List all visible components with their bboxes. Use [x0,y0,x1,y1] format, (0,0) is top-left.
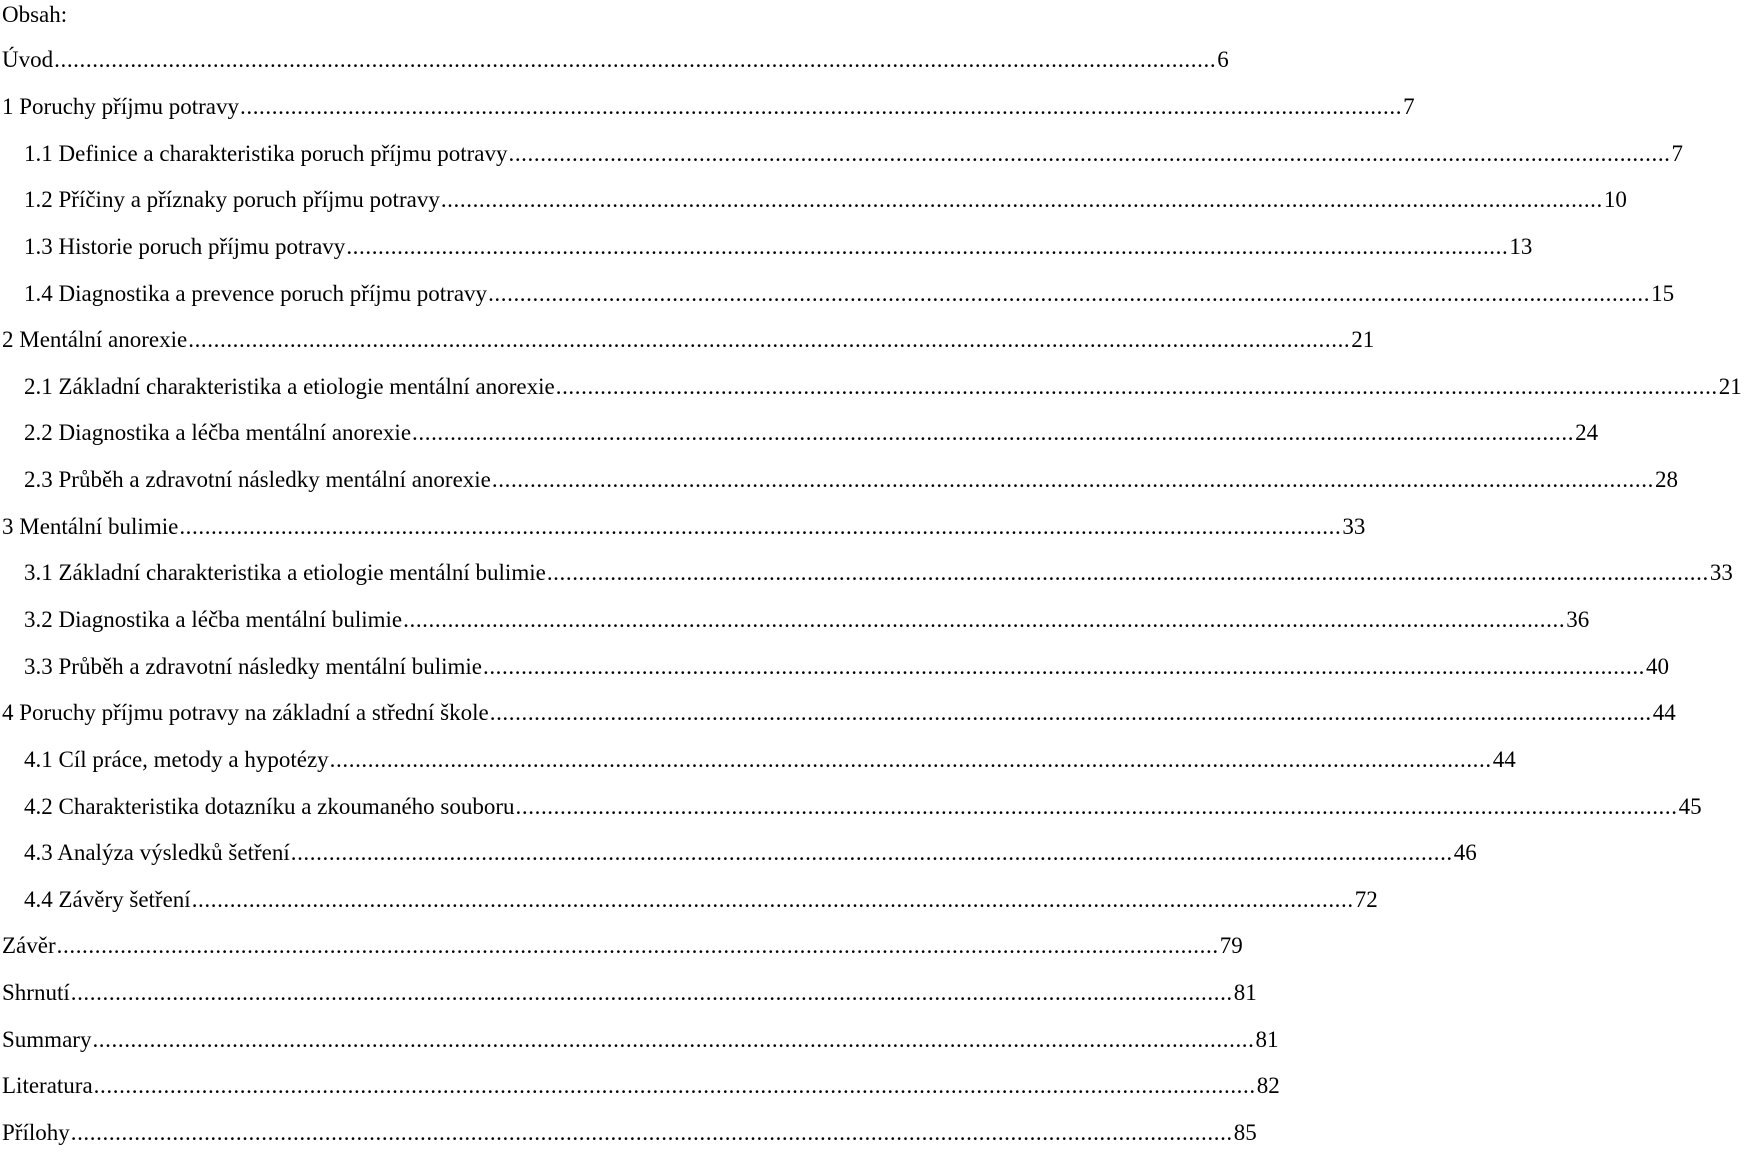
toc-entry-title: Summary [2,1027,92,1052]
toc-entry-page: 13 [1509,234,1533,259]
toc-entry-prilohy[interactable] [0,1120,1257,1146]
toc-entry-page: 45 [1678,794,1702,819]
toc-entry-page: 24 [1575,420,1599,445]
toc-leader-dots: ....................................................................................................................................................................................... [403,607,1566,632]
toc-entry-title: 4.4 Závěry šetření [24,887,191,912]
toc-entry-page: 6 [1217,47,1229,72]
toc-entry-title: 3.3 Průběh a zdravotní následky mentální bulimie [24,654,482,679]
toc-entry-1-1[interactable] [0,141,1684,167]
toc-entry-page: 21 [1718,374,1742,399]
toc-entry-shrnuti[interactable] [0,980,1257,1006]
toc-entry-title: Úvod [2,47,54,72]
toc-entry-title: 3 Mentální bulimie [2,514,179,539]
toc-entry-2-1[interactable] [0,374,1742,400]
toc-leader-dots: ....................................................................................................................................................................................... [92,1027,1255,1052]
toc-entry-title: 3.2 Diagnostika a léčba mentální bulimie [24,607,403,632]
toc-entry-chapter-3[interactable] [0,514,1366,540]
toc-entry-zaver[interactable] [0,933,1243,959]
toc-entry-title: 2 Mentální anorexie [2,327,188,352]
toc-leader-dots: ....................................................................................................................................................................................... [515,794,1678,819]
toc-leader-dots: ....................................................................................................................................................................................... [555,374,1718,399]
toc-entry-page: 36 [1566,607,1590,632]
toc-entry-title: 2.1 Základní charakteristika a etiologie mentální anorexie [24,374,555,399]
toc-entry-summary[interactable] [0,1027,1279,1053]
toc-entry-2-3[interactable] [0,467,1678,493]
toc-entry-title: 1 Poruchy příjmu potravy [2,94,239,119]
toc-entry-page: 7 [1403,94,1415,119]
toc-entry-uvod[interactable] [0,47,1229,73]
toc-entry-title: Přílohy [2,1120,70,1145]
toc-entry-page: 28 [1654,467,1678,492]
toc-entry-title: 1.1 Definice a charakteristika poruch příjmu potravy [24,141,508,166]
toc-leader-dots: ....................................................................................................................................................................................... [491,467,1654,492]
toc-entry-1-4[interactable] [0,281,1675,307]
toc-entry-title: 4.2 Charakteristika dotazníku a zkoumaného souboru [24,794,515,819]
toc-leader-dots: ....................................................................................................................................................................................... [290,840,1453,865]
toc-entry-page: 44 [1492,747,1516,772]
toc-entry-page: 7 [1671,141,1684,166]
toc-entry-page: 82 [1256,1073,1280,1098]
toc-leader-dots: ....................................................................................................................................................................................... [70,1120,1233,1145]
toc-heading: Obsah: [2,2,68,27]
toc-entry-3-3[interactable] [0,654,1670,680]
toc-entry-title: 4 Poruchy příjmu potravy na základní a střední škole [2,700,489,725]
toc-entry-literatura[interactable] [0,1073,1280,1099]
toc-entry-title: Literatura [2,1073,93,1098]
toc-entry-page: 72 [1354,887,1378,912]
toc-leader-dots: ....................................................................................................................................................................................... [482,654,1646,679]
toc-entry-4-2[interactable] [0,794,1702,820]
toc-entry-title: 1.4 Diagnostika a prevence poruch příjmu potravy [24,281,488,306]
toc-leader-dots: ....................................................................................................................................................................................... [329,747,1492,772]
toc-entry-page: 46 [1453,840,1477,865]
toc-leader-dots: ....................................................................................................................................................................................... [412,420,1575,445]
toc-entry-title: 1.3 Historie poruch příjmu potravy [24,234,346,259]
toc-leader-dots: ....................................................................................................................................................................................... [440,187,1603,212]
toc-entry-page: 10 [1603,187,1627,212]
toc-entry-2-2[interactable] [0,420,1599,446]
toc-entry-title: 2.2 Diagnostika a léčba mentální anorexie [24,420,412,445]
toc-leader-dots: ....................................................................................................................................................................................... [70,980,1233,1005]
toc-leader-dots: ....................................................................................................................................................................................... [240,94,1403,119]
toc-entry-4-4[interactable] [0,887,1378,913]
toc-entry-page: 33 [1342,514,1366,539]
toc-entry-page: 85 [1233,1120,1257,1145]
toc-entry-title: 1.2 Příčiny a příznaky poruch příjmu potravy [24,187,440,212]
toc-entry-page: 79 [1219,933,1243,958]
toc-entry-title: 4.3 Analýza výsledků šetření [24,840,290,865]
toc-leader-dots: ....................................................................................................................................................................................... [188,327,1351,352]
toc-entry-page: 15 [1651,281,1675,306]
toc-leader-dots: ....................................................................................................................................................................................... [546,560,1709,585]
toc-entry-4-1[interactable] [0,747,1516,773]
toc-entry-title: Shrnutí [2,980,70,1005]
toc-entry-page: 40 [1646,654,1670,679]
toc-leader-dots: ....................................................................................................................................................................................... [54,47,1217,72]
toc-leader-dots: ....................................................................................................................................................................................... [93,1073,1256,1098]
toc-leader-dots: ....................................................................................................................................................................................... [191,887,1354,912]
toc-entry-chapter-2[interactable] [0,327,1375,353]
toc-leader-dots: ....................................................................................................................................................................................... [508,141,1671,166]
toc-entry-4-3[interactable] [0,840,1477,866]
toc-entry-title: 2.3 Průběh a zdravotní následky mentální anorexie [24,467,491,492]
toc-leader-dots: ....................................................................................................................................................................................... [56,933,1219,958]
toc-entry-3-1[interactable] [0,560,1733,586]
toc-entry-title: Závěr [2,933,56,958]
toc-leader-dots: ....................................................................................................................................................................................... [489,700,1652,725]
toc-entry-page: 33 [1709,560,1733,585]
toc-leader-dots: ....................................................................................................................................................................................... [488,281,1651,306]
toc-entry-page: 44 [1652,700,1676,725]
toc-entry-3-2[interactable] [0,607,1590,633]
toc-entry-title: 3.1 Základní charakteristika a etiologie mentální bulimie [24,560,546,585]
toc-leader-dots: ....................................................................................................................................................................................... [346,234,1509,259]
toc-entry-page: 81 [1233,980,1257,1005]
toc-entry-chapter-4[interactable] [0,700,1676,726]
toc-entry-1-2[interactable] [0,187,1627,213]
toc-entry-chapter-1[interactable] [0,94,1415,120]
toc-entry-title: 4.1 Cíl práce, metody a hypotézy [24,747,329,772]
toc-entry-page: 81 [1255,1027,1279,1052]
toc-leader-dots: ....................................................................................................................................................................................... [179,514,1342,539]
toc-entry-1-3[interactable] [0,234,1533,260]
toc-entry-page: 21 [1351,327,1375,352]
